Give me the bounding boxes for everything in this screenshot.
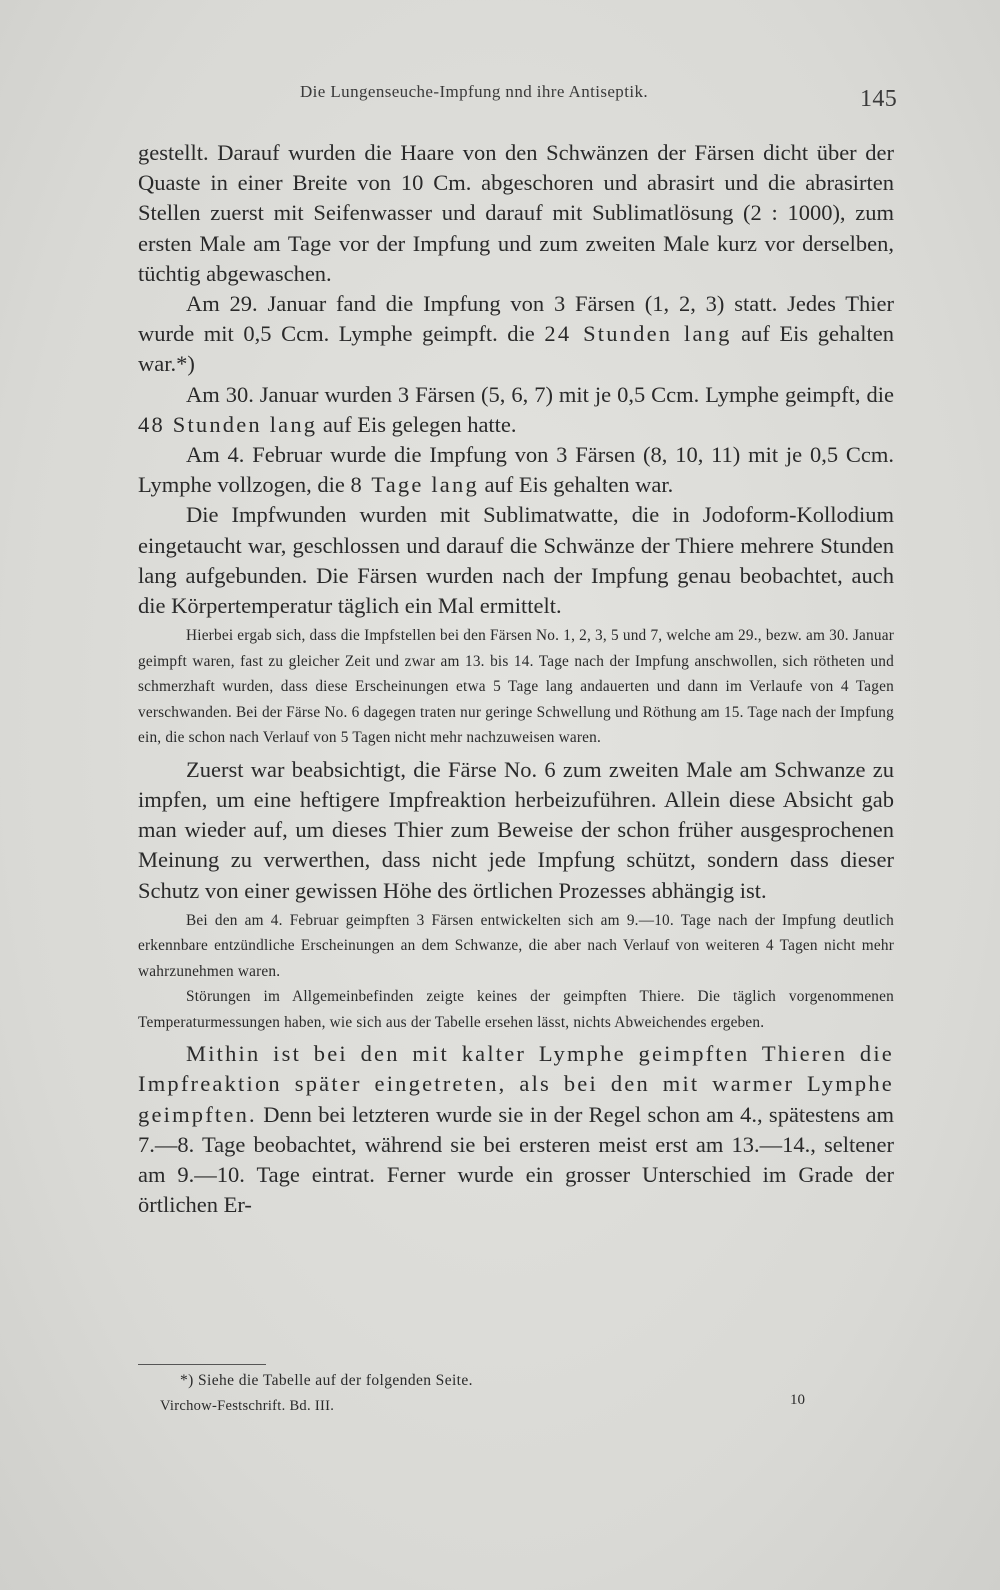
paragraph-4-text-c: auf Eis gehalten war. <box>478 472 674 498</box>
sheet-number: 10 <box>790 1392 805 1408</box>
text-body <box>138 138 894 1220</box>
paragraph-6-small: Hierbei ergab sich, dass die Impfstellen bei den Färsen No. 1, 2, 3, 5 und 7, welche am 29., bezw. am 30. Januar geimpft waren, fast zu gleicher Zeit und zwar am 13. bis 14. Tage nach der Impfung anschwollen, sich rötheten und schmerzhaft wurden, dass diese Erscheinungen etwa 5 Tage lang andauerten und dann im Verlaufe von 4 Tagen verschwanden. Bei der Färse No. 6 dagegen traten nur geringe Schwellung und Röthung am 15. Tage nach der Impfung ein, die schon nach Verlauf von 5 Tagen nicht mehr nachzuweisen waren. <box>138 627 894 747</box>
page-number: 145 <box>860 86 898 112</box>
paragraph-3-text-a: Am 30. Januar wurden 3 Färsen (5, 6, 7) mit je 0,5 Ccm. Lymphe geimpft, die <box>186 381 894 407</box>
paragraph-3-emphasis: 48 Stunden lang <box>138 411 318 437</box>
paragraph-2 <box>138 289 894 380</box>
paragraph-7: Zuerst war beabsichtigt, die Färse No. 6 zum zweiten Male am Schwanze zu impfen, um eine heftigere Impfreaktion herbeizuführen. Allein diese Absicht gab man wieder auf, um dieses Thier zum Beweise der schon früher ausgesprochenen Meinung zu verwerthen, dass nicht jede Impfung schützt, sondern dass dieser Schutz von einer gewissen Höhe des örtlichen Prozesses abhängig ist. <box>138 756 894 903</box>
paragraph-9-small: Störungen im Allgemeinbefinden zeigte keines der geimpften Thiere. Die täglich vorgenommenen Temperaturmessungen haben, wie sich aus der Tabelle ersehen lässt, nichts Abweichendes ergeben. <box>138 988 894 1031</box>
paragraph-2-emphasis: 24 Stunden lang <box>544 321 732 347</box>
paragraph-3-text-c: auf Eis gelegen hatte. <box>317 411 517 437</box>
signature-line: Virchow-Festschrift. Bd. III. <box>160 1398 335 1414</box>
running-header <box>300 82 900 112</box>
paragraph-10-text-b: Denn bei letzteren wurde sie in der Regel schon am 4., spätestens am 7.—8. Tage beobachtet, während sie bei ersteren meist erst am 13.—14., seltener am 9.—10. Tage eintrat. Ferner wurde ein grosser Unterschied im Grade der örtlichen Er- <box>138 1101 894 1218</box>
paragraph-1: gestellt. Darauf wurden die Haare von den Schwänzen der Färsen dicht über der Quaste in einer Breite von 10 Cm. abgeschoren und abrasirt und die abrasirten Stellen zuerst mit Seifenwasser und darauf mit Sublimatlösung (2 : 1000), zum ersten Male am Tage vor der Impfung und zum zweiten Male kurz vor derselben, tüchtig abgewaschen. <box>138 140 894 286</box>
paragraph-4 <box>138 440 894 500</box>
paragraph-10 <box>138 1039 894 1220</box>
paragraph-2-text-a: Am 29. Januar fand die Impfung von 3 Färsen (1, 2, 3) statt. Jedes Thier wurde mit 0,5 Ccm. Lymphe geimpft. die <box>138 291 894 347</box>
paragraph-8-small: Bei den am 4. Februar geimpften 3 Färsen entwickelten sich am 9.—10. Tage nach der Impfung deutlich erkennbare entzündliche Erscheinungen an dem Schwanze, die aber nach Verlauf von weiteren 4 Tagen nicht mehr wahrzunehmen waren. <box>138 911 894 980</box>
paragraph-4-text-a: Am 4. Februar wurde die Impfung von 3 Färsen (8, 10, 11) mit je 0,5 Ccm. Lymphe vollzogen, die <box>138 442 894 498</box>
running-title: Die Lungenseuche-Impfung nnd ihre Antiseptik. <box>300 82 649 101</box>
paragraph-4-emphasis: 8 Tage lang <box>350 472 479 498</box>
footnote: *) Siehe die Tabelle auf der folgenden Seite. <box>180 1372 473 1389</box>
paragraph-10-emphasis: Mithin ist bei den mit kalter Lymphe geimpften Thieren die Impfreaktion später eingetreten, als bei den mit warmer Lymphe geimpften. <box>138 1041 894 1127</box>
paragraph-3 <box>138 380 894 440</box>
paragraph-2-text-c: auf Eis gehalten war.*) <box>138 321 894 377</box>
paragraph-5: Die Impfwunden wurden mit Sublimatwatte, die in Jodoform-Kollodium eingetaucht war, geschlossen und darauf die Schwänze der Thiere mehrere Stunden lang aufgebunden. Die Färsen wurden nach der Impfung genau beobachtet, auch die Körpertemperatur täglich ein Mal ermittelt. <box>138 502 894 619</box>
footnote-rule <box>138 1364 266 1365</box>
